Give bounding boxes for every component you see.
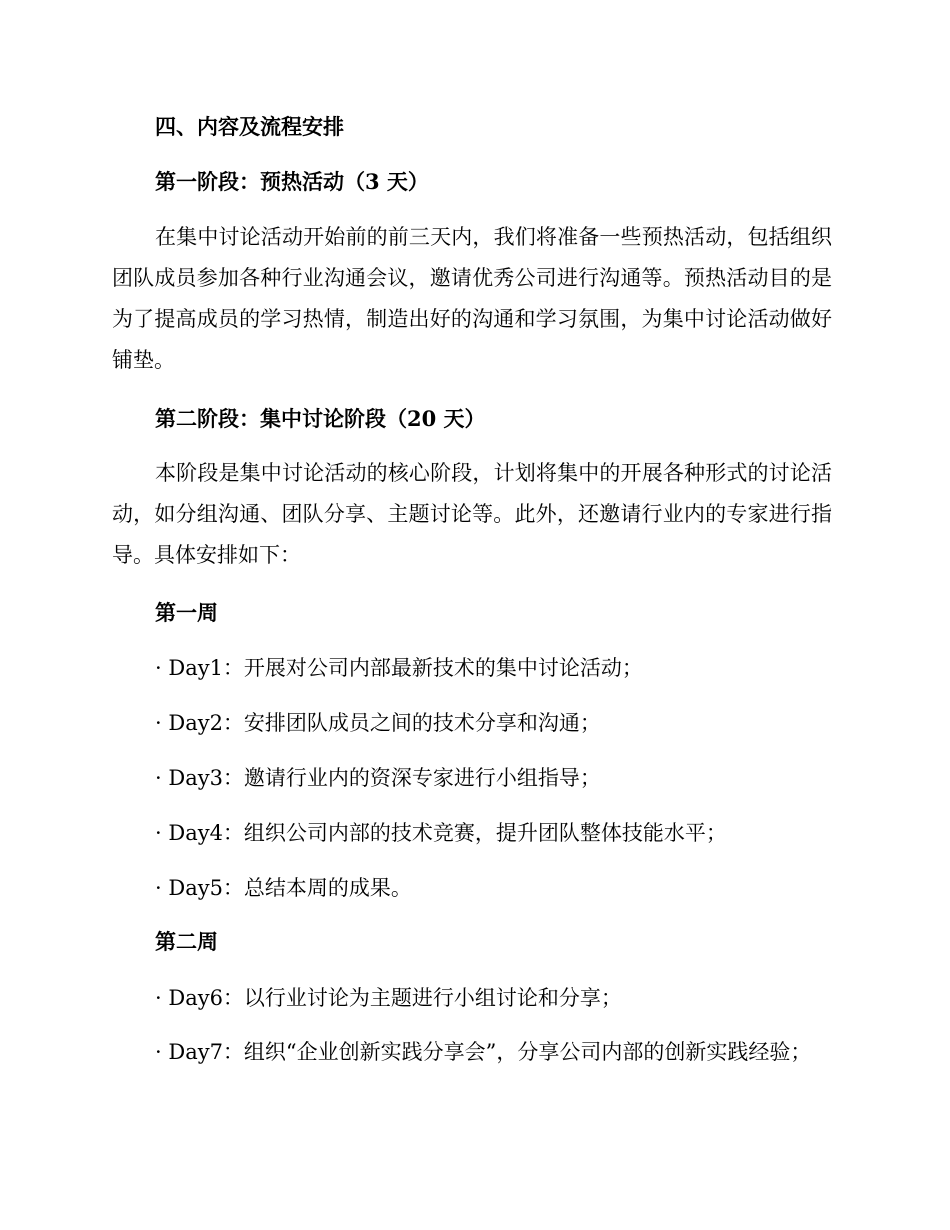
week1-title: 第一周 bbox=[155, 600, 218, 625]
phase1-paragraph: 在集中讨论活动开始前的前三天内，我们将准备一些预热活动，包括组织团队成员参加各种行业沟通会议，邀请优秀公司进行沟通等。预热活动目的是为了提高成员的学习热情，制造出好的沟通和学习氛围，为集中讨论活动做好铺垫。 bbox=[112, 225, 832, 372]
phase2-paragraph: 本阶段是集中讨论活动的核心阶段，计划将集中的开展各种形式的讨论活动，如分组沟通、团队分享、主题讨论等。此外，还邀请行业内的专家进行指导。具体安排如下： bbox=[112, 461, 832, 567]
week2-title: 第二周 bbox=[155, 929, 218, 954]
week1-item-day1: · Day1：开展对公司内部最新技术的集中讨论活动； bbox=[155, 656, 643, 680]
week1-item-day5: · Day5：总结本周的成果。 bbox=[155, 876, 412, 900]
week1-item-day2: · Day2：安排团队成员之间的技术分享和沟通； bbox=[155, 711, 601, 735]
week2-item-day7: · Day7：组织“企业创新实践分享会”，分享公司内部的创新实践经验； bbox=[155, 1040, 812, 1064]
section-heading: 四、内容及流程安排 bbox=[155, 114, 344, 139]
week2-item-day6: · Day6：以行业讨论为主题进行小组讨论和分享； bbox=[155, 986, 622, 1010]
week1-item-day4: · Day4：组织公司内部的技术竞赛，提升团队整体技能水平； bbox=[155, 821, 727, 845]
week1-item-day3: · Day3：邀请行业内的资深专家进行小组指导； bbox=[155, 766, 601, 790]
phase1-title: 第一阶段：预热活动（3 天） bbox=[155, 169, 429, 194]
phase2-title: 第二阶段：集中讨论阶段（20 天） bbox=[155, 406, 486, 431]
